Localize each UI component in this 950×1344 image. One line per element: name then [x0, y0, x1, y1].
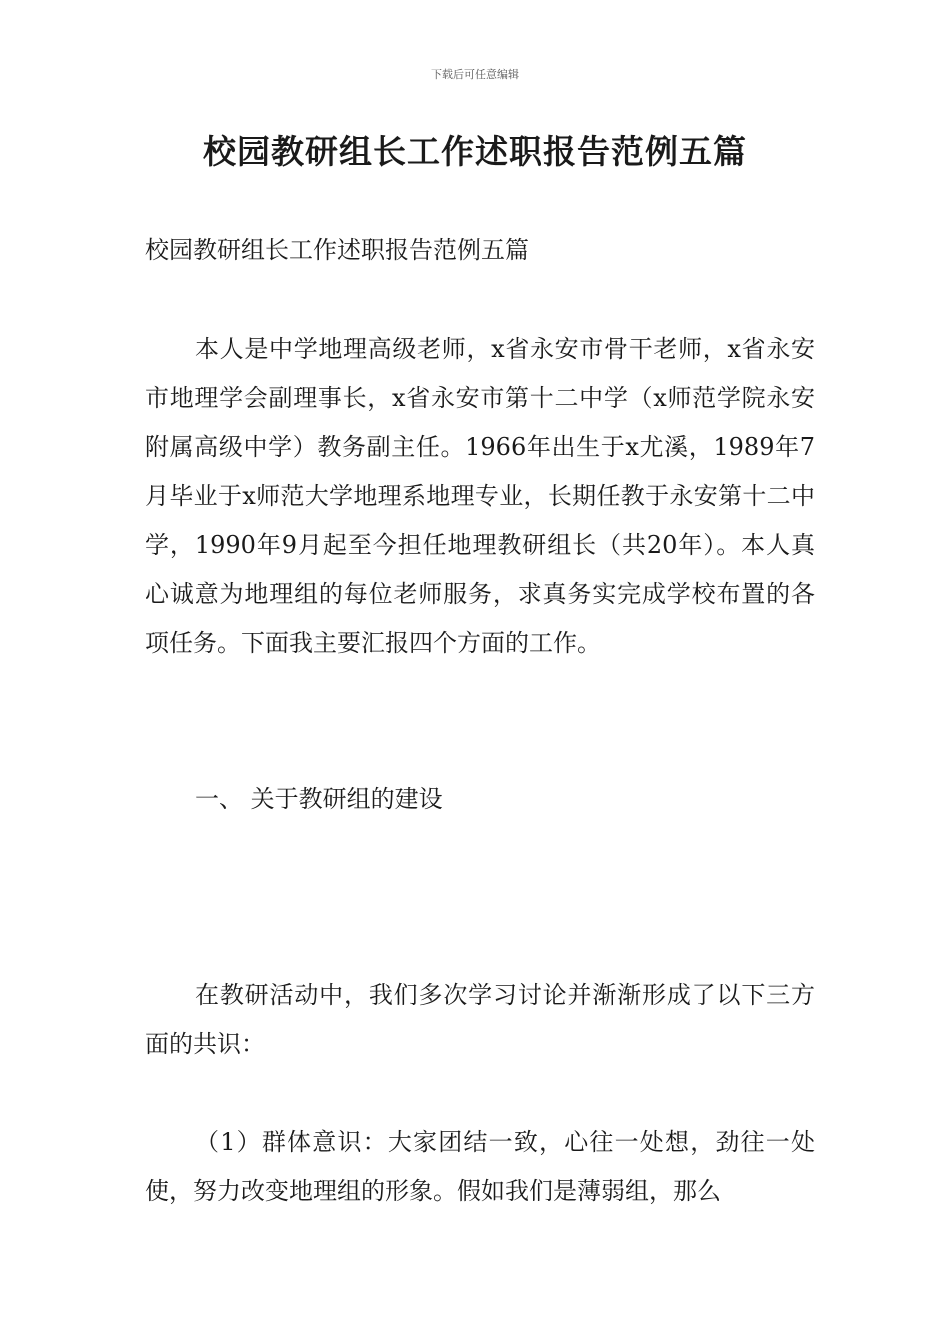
group-awareness-paragraph: （1）群体意识：大家团结一致，心往一处想，劲往一处使，努力改变地理组的形象。假如我们是薄弱组，那么 [145, 1128, 815, 1205]
document-subtitle: 校园教研组长工作述职报告范例五篇 [145, 236, 529, 264]
page-header-note: 下载后可任意编辑 [431, 68, 519, 81]
intro-paragraph: 本人是中学地理高级老师，x省永安市骨干老师，x省永安市地理学会副理事长，x省永安市第十二中学（x师范学院永安附属高级中学）教务副主任。1966年出生于x尤溪，1989年7月毕业于x师范大学地理系地理专业，长期任教于永安第十二中学，1990年9月起至今担任地理教研组长（共20年）。本人真心诚意为地理组的每位老师服务，求真务实完成学校布置的各项任务。下面我主要汇报四个方面的工作。 [145, 335, 815, 657]
consensus-paragraph: 在教研活动中，我们多次学习讨论并渐渐形成了以下三方面的共识： [145, 981, 815, 1058]
section-heading: 一、 关于教研组的建设 [195, 785, 443, 813]
document-title: 校园教研组长工作述职报告范例五篇 [203, 132, 747, 171]
